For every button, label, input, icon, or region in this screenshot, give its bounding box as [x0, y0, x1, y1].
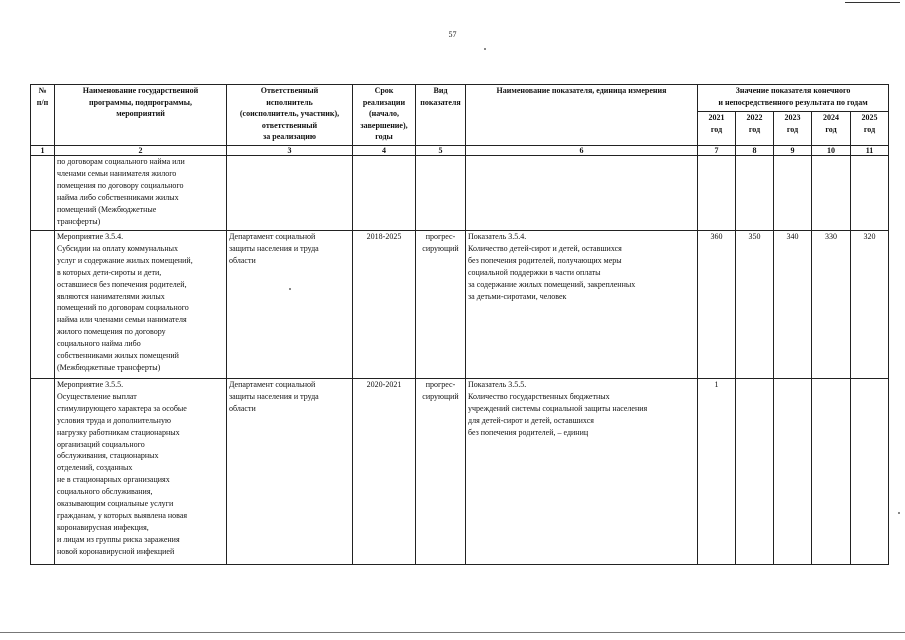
table-row — [31, 379, 889, 565]
program-name-cell: Мероприятие 3.5.4. Субсидии на оплату коммунальных услуг и содержание жилых помещений, в которых дети-сироты и дети, оставшиеся без попечения родителей, являются нанимателями жилых помещений по договорам социального найма или членами семьи нанимателя жилого помещения по договору социального найма либо собственниками жилых помещений (Межбюджетные трансферты) — [55, 231, 227, 379]
column-number: 11 — [851, 146, 889, 156]
column-number: 6 — [466, 146, 698, 156]
value-2025-cell — [851, 156, 889, 231]
scan-speck — [484, 48, 486, 50]
column-number: 2 — [55, 146, 227, 156]
indicator-type-cell — [416, 156, 466, 231]
program-table — [30, 84, 889, 565]
value-2021-cell: 360 — [698, 231, 736, 379]
header-responsible: Ответственный исполнитель (соисполнитель, участник), ответственный за реализацию — [227, 85, 353, 146]
value-2025-cell — [851, 379, 889, 565]
column-number: 9 — [774, 146, 812, 156]
row-number-cell — [31, 231, 55, 379]
table-row — [31, 156, 889, 231]
header-number: № п/п — [31, 85, 55, 146]
value-2023-cell — [774, 156, 812, 231]
indicator-name-cell: Показатель 3.5.4. Количество детей-сирот и детей, оставшихся без попечения родителей, получающих меры социальной поддержки в части оплаты за содержание жилых помещений, закрепленных за детьми-сиротами, человек — [466, 231, 698, 379]
header-values-group: Значение показателя конечного и непосредственного результата по годам — [698, 85, 889, 112]
table-row — [31, 231, 889, 379]
column-number: 4 — [353, 146, 416, 156]
column-number: 10 — [812, 146, 851, 156]
value-2024-cell — [812, 379, 851, 565]
responsible-cell — [227, 156, 353, 231]
value-2022-cell — [736, 379, 774, 565]
header-period: Срок реализации (начало, завершение), годы — [353, 85, 416, 146]
header-indicator-type: Вид показателя — [416, 85, 466, 146]
period-cell — [353, 156, 416, 231]
header-year-2022: 2022 год — [736, 112, 774, 146]
column-number: 5 — [416, 146, 466, 156]
period-cell: 2020-2021 — [353, 379, 416, 565]
header-year-2021: 2021 год — [698, 112, 736, 146]
column-number: 7 — [698, 146, 736, 156]
value-2024-cell — [812, 156, 851, 231]
scan-edge-mark — [845, 2, 900, 3]
value-2024-cell: 330 — [812, 231, 851, 379]
column-number: 1 — [31, 146, 55, 156]
value-2022-cell — [736, 156, 774, 231]
value-2023-cell: 340 — [774, 231, 812, 379]
header-year-2025: 2025 год — [851, 112, 889, 146]
indicator-type-cell: прогрес- сирующий — [416, 231, 466, 379]
header-indicator-name: Наименование показателя, единица измерения — [466, 85, 698, 146]
scan-edge-mark — [0, 632, 905, 633]
indicator-name-cell — [466, 156, 698, 231]
value-2025-cell: 320 — [851, 231, 889, 379]
scan-speck — [898, 512, 900, 514]
header-year-2023: 2023 год — [774, 112, 812, 146]
program-name-cell: по договорам социального найма или членами семьи нанимателя жилого помещения по договору социального найма либо собственниками жилых помещений (Межбюджетные трансферты) — [55, 156, 227, 231]
value-2023-cell — [774, 379, 812, 565]
period-cell: 2018-2025 — [353, 231, 416, 379]
column-number-row — [31, 146, 889, 156]
column-number: 8 — [736, 146, 774, 156]
program-name-cell: Мероприятие 3.5.5. Осуществление выплат стимулирующего характера за особые условия труда и дополнительную нагрузку работникам стационарных организаций социального обслуживания, стационарных отделений, созданных не в стационарных организациях социального обслуживания, оказывающим социальные услуги гражданам, у которых выявлена новая коронавирусная инфекция, и лицам из группы риска заражения новой коронавирусной инфекцией — [55, 379, 227, 565]
responsible-cell: Департамент социальной защиты населения и труда области — [227, 379, 353, 565]
header-program-name: Наименование государственной программы, подпрограммы, мероприятий — [55, 85, 227, 146]
indicator-name-cell: Показатель 3.5.5. Количество государственных бюджетных учреждений системы социальной защиты населения для детей-сирот и детей, оставшихся без попечения родителей, – единиц — [466, 379, 698, 565]
scan-speck — [289, 288, 291, 290]
value-2021-cell: 1 — [698, 379, 736, 565]
header-year-2024: 2024 год — [812, 112, 851, 146]
page-number: 57 — [448, 30, 457, 39]
value-2022-cell: 350 — [736, 231, 774, 379]
responsible-cell: Департамент социальной защиты населения и труда области — [227, 231, 353, 379]
indicator-type-cell: прогрес- сирующий — [416, 379, 466, 565]
row-number-cell — [31, 379, 55, 565]
value-2021-cell — [698, 156, 736, 231]
column-number: 3 — [227, 146, 353, 156]
row-number-cell — [31, 156, 55, 231]
